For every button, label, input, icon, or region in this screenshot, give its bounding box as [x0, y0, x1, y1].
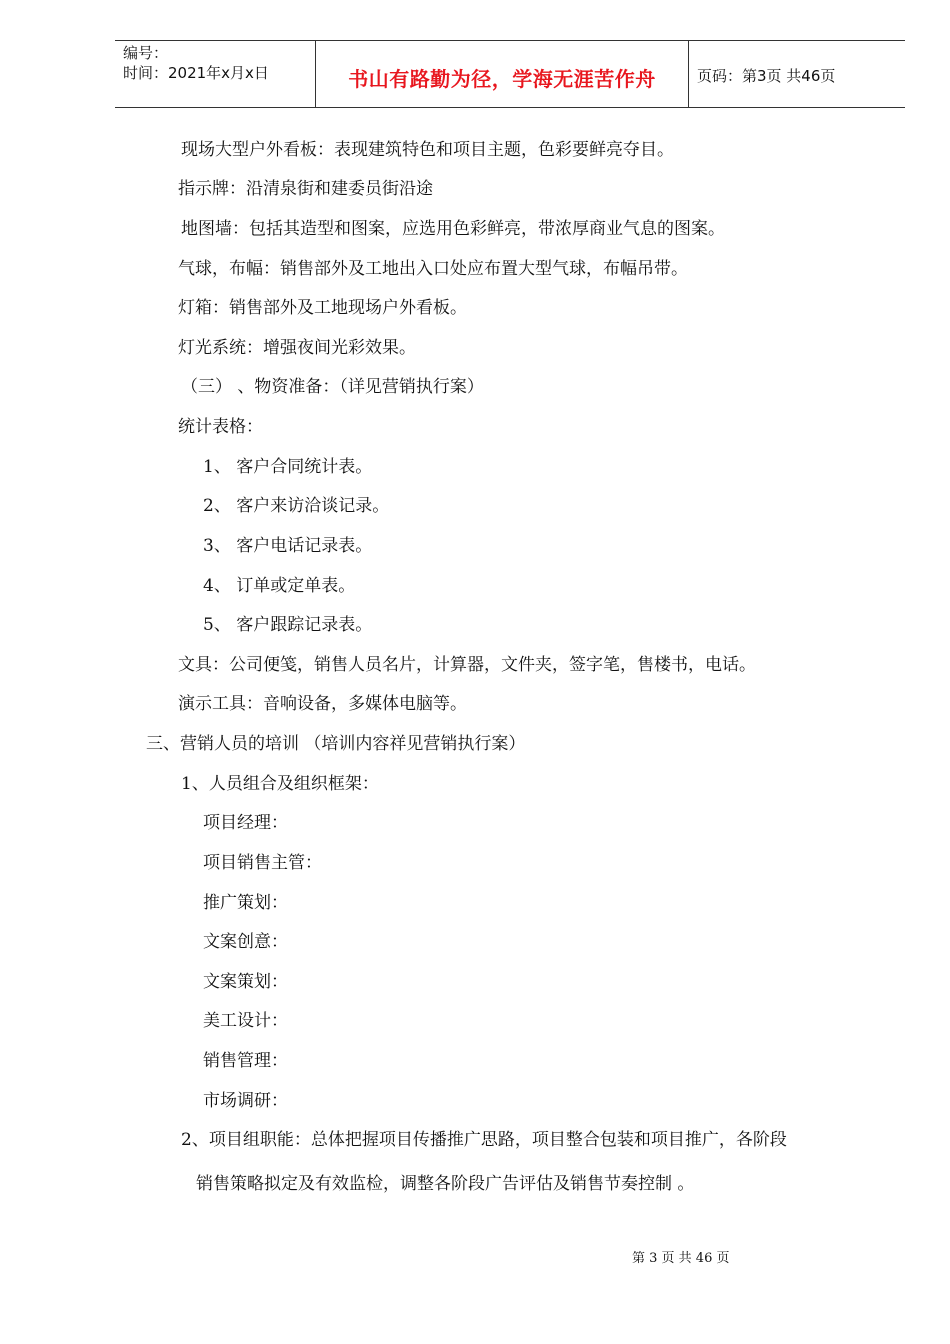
header-page-cell	[689, 41, 905, 107]
body-line: 文具：公司便笺，销售人员名片，计算器，文件夹，签字笔，售楼书，电话。	[178, 655, 756, 675]
list-item: 2、 客户来访洽谈记录。	[203, 496, 390, 516]
list-item: 3、 客户电话记录表。	[203, 536, 373, 556]
page-label: 页码：第3页 共46页	[697, 67, 836, 85]
list-item: 5、 客户跟踪记录表。	[203, 615, 373, 635]
body-line: 销售策略拟定及有效监检，调整各阶段广告评估及销售节奏控制 。	[196, 1174, 695, 1194]
body-line: 演示工具：音响设备，多媒体电脑等。	[178, 694, 467, 714]
body-line: 灯光系统：增强夜间光彩效果。	[178, 338, 416, 358]
role-item: 文案创意：	[203, 932, 288, 952]
body-line: 现场大型户外看板：表现建筑特色和项目主题，色彩要鲜亮夺目。	[181, 140, 674, 160]
role-item: 销售管理：	[203, 1051, 288, 1071]
header-motto-cell	[316, 41, 689, 107]
body-line: 灯箱：销售部外及工地现场户外看板。	[178, 298, 467, 318]
body-line: 统计表格：	[178, 417, 263, 437]
subsection-heading: 1、人员组合及组织框架：	[181, 774, 379, 794]
page-header	[115, 40, 905, 108]
list-item: 4、 订单或定单表。	[203, 576, 356, 596]
body-line: 地图墙：包括其造型和图案，应选用色彩鲜亮，带浓厚商业气息的图案。	[181, 219, 725, 239]
header-meta	[115, 41, 316, 107]
motto: 书山有路勤为径，学海无涯苦作舟	[348, 67, 656, 91]
number-label: 编号：	[123, 44, 169, 62]
body-line: 气球，布幅：销售部外及工地出入口处应布置大型气球，布幅吊带。	[178, 259, 688, 279]
time-label: 时间：2021年x月x日	[123, 64, 269, 82]
list-item: 1、 客户合同统计表。	[203, 457, 373, 477]
section-heading: （三） 、物资准备：（详见营销执行案）	[181, 377, 484, 397]
role-item: 美工设计：	[203, 1011, 288, 1031]
role-item: 市场调研：	[203, 1091, 288, 1111]
body-line: 指示牌：沿清泉街和建委员街沿途	[178, 179, 433, 199]
role-item: 文案策划：	[203, 972, 288, 992]
page-footer: 第 3 页 共 46 页	[632, 1251, 730, 1266]
section-heading: 三、营销人员的培训 （培训内容祥见营销执行案）	[146, 734, 526, 754]
role-item: 项目经理：	[203, 813, 288, 833]
role-item: 推广策划：	[203, 893, 288, 913]
subsection-heading: 2、项目组职能：总体把握项目传播推广思路，项目整合包装和项目推广，各阶段	[181, 1130, 787, 1150]
role-item: 项目销售主管：	[203, 853, 322, 873]
